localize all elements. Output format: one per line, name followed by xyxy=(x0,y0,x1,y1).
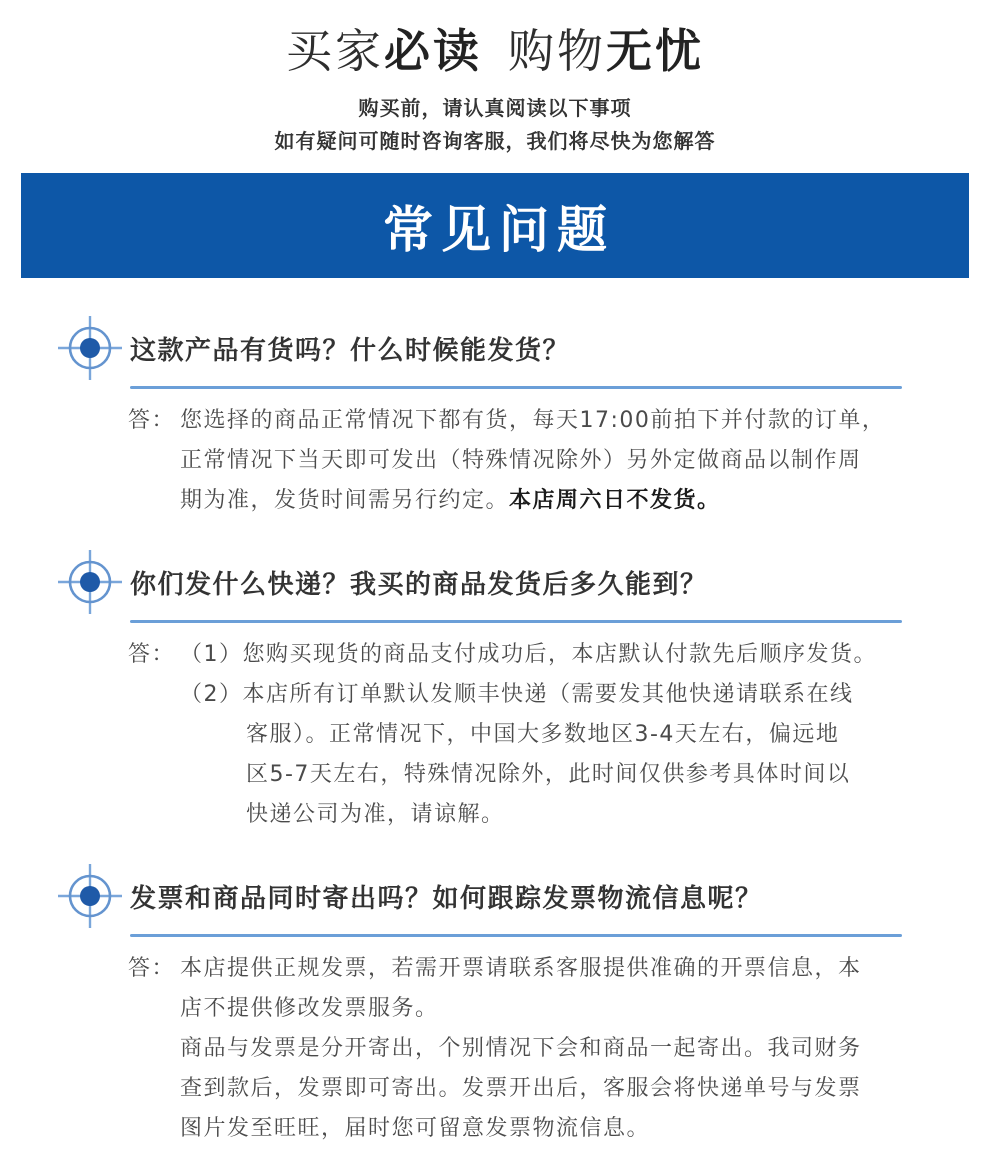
answer-line-text: 客服）。正常情况下，中国大多数地区3-4天左右，偏远地 xyxy=(246,722,840,747)
answer-block xyxy=(128,401,938,521)
target-crosshair-icon xyxy=(58,316,122,380)
answer-line xyxy=(180,441,885,481)
target-crosshair-icon xyxy=(58,550,122,614)
answer-label: 答： xyxy=(128,642,176,667)
subtitle-line-1: 购买前，请认真阅读以下事项 xyxy=(358,96,632,120)
page-title-part: 买家 xyxy=(286,24,384,78)
answer-line-text: 您选择的商品正常情况下都有货，每天17:00前拍下并付款的订单， xyxy=(180,408,886,433)
answer-line xyxy=(180,989,862,1029)
faq-section xyxy=(58,550,938,835)
answer-line xyxy=(246,795,877,835)
question-text: 你们发什么快递？我买的商品发货后多久能到？ xyxy=(130,569,708,600)
page-title-part: 购物 xyxy=(508,24,606,78)
answer-line-text: 期为准，发货时间需另行约定。 xyxy=(180,488,510,513)
answer-line-text: （2）本店所有订单默认发顺丰快递（需要发其他快递请联系在线 xyxy=(180,682,854,707)
question-underline xyxy=(130,934,902,937)
question-row xyxy=(58,864,938,928)
answer-block xyxy=(128,949,938,1149)
answer-line-text: 图片发至旺旺，届时您可留意发票物流信息。 xyxy=(180,1116,651,1141)
answer-lines xyxy=(180,949,862,1149)
answer-line-bold-text: 本店周六日不发货。 xyxy=(509,488,721,513)
answer-line xyxy=(180,635,877,675)
answer-block xyxy=(128,635,938,835)
question-text: 这款产品有货吗？什么时候能发货？ xyxy=(130,335,571,366)
answer-label: 答： xyxy=(128,956,176,981)
question-text: 发票和商品同时寄出吗？如何跟踪发票物流信息呢？ xyxy=(130,883,763,914)
answer-line xyxy=(180,401,885,441)
answer-lines xyxy=(180,401,885,521)
answer-line xyxy=(180,949,862,989)
target-crosshair-icon xyxy=(58,864,122,928)
subtitle-line-2: 如有疑问可随时咨询客服，我们将尽快为您解答 xyxy=(274,129,716,153)
question-row xyxy=(58,316,938,380)
answer-label: 答： xyxy=(128,408,176,433)
answer-line xyxy=(180,1029,862,1069)
answer-line-text: 区5-7天左右，特殊情况除外，此时间仅供参考具体时间以 xyxy=(246,762,851,787)
answer-line-text: 正常情况下当天即可发出（特殊情况除外）另外定做商品以制作周 xyxy=(180,448,862,473)
answer-line xyxy=(246,715,877,755)
answer-line-text: （1）您购买现货的商品支付成功后，本店默认付款先后顺序发货。 xyxy=(180,642,877,667)
answer-line xyxy=(180,481,885,521)
answer-line-text: 店不提供修改发票服务。 xyxy=(180,996,439,1021)
question-row xyxy=(58,550,938,614)
answer-line-text: 本店提供正规发票，若需开票请联系客服提供准确的开票信息，本 xyxy=(180,956,862,981)
page-header xyxy=(0,0,990,153)
question-underline xyxy=(130,620,902,623)
page-title-part: 必读 xyxy=(384,24,482,78)
question-underline xyxy=(130,386,902,389)
page-title-part: 无忧 xyxy=(606,24,704,78)
answer-line-text: 查到款后，发票即可寄出。发票开出后，客服会将快递单号与发票 xyxy=(180,1076,862,1101)
faq-banner xyxy=(21,173,969,278)
faq-section xyxy=(58,864,938,1149)
answer-line xyxy=(180,675,877,715)
answer-line-text: 商品与发票是分开寄出，个别情况下会和商品一起寄出。我司财务 xyxy=(180,1036,862,1061)
answer-line xyxy=(246,755,877,795)
answer-line xyxy=(180,1069,862,1109)
faq-section xyxy=(58,316,938,521)
answer-line-text: 快递公司为准，请谅解。 xyxy=(246,802,505,827)
answer-line xyxy=(180,1109,862,1149)
answer-lines xyxy=(180,635,877,835)
page-title xyxy=(0,26,990,76)
faq-banner-title: 常见问题 xyxy=(383,200,615,259)
